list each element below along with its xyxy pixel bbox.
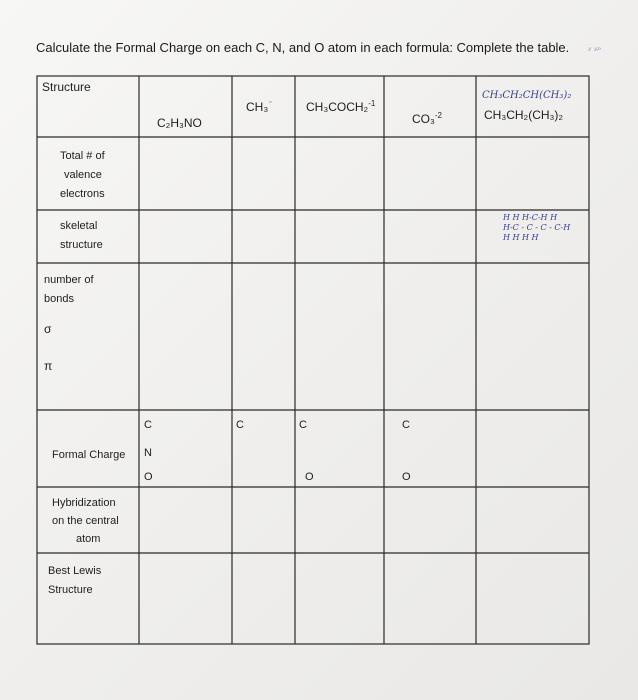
page-title: Calculate the Formal Charge on each C, N, and O atom in each formula: Complete the table. xyxy=(36,40,570,55)
row-formal-charge-label: Formal Charge xyxy=(52,449,126,461)
fc-c2h3no-o: O xyxy=(144,471,153,483)
col-handwritten-formula: CH₃CH₂CH(CH₃)₂ xyxy=(482,90,572,101)
row-sigma-label: σ xyxy=(44,322,52,336)
fc-ch3coch2-c: C xyxy=(299,419,307,431)
col-ch3coch2: CH₃COCH₂$^{-1}$ xyxy=(306,99,376,114)
fc-ch3coch2-o: O xyxy=(305,471,314,483)
structure-header: Structure xyxy=(42,80,91,94)
row-bonds-label: number of bonds xyxy=(44,274,94,305)
row-valence-label: Total # of valence electrons xyxy=(60,150,105,200)
skeletal-sketch: H H H-C-H H H-C - C - C - C-H H H H H xyxy=(503,213,571,242)
corner-scribble: ʸ ʸᵖ xyxy=(588,46,601,56)
col-co3: CO₃$^{-2}$ xyxy=(412,111,443,126)
col-ch3: CH₃⁻ xyxy=(246,99,273,114)
col-ch3ch2ch3: CH₃CH₂(CH₃)₂ xyxy=(484,108,564,122)
row-pi-label: π xyxy=(44,359,53,373)
fc-co3-c: C xyxy=(402,419,410,431)
fc-c2h3no-n: N xyxy=(144,447,152,459)
fc-ch3-c: C xyxy=(236,419,244,431)
col-c2h3no: C₂H₃NO xyxy=(157,116,202,130)
row-hybridization-label: Hybridization on the central atom xyxy=(52,497,119,545)
row-lewis-label: Best Lewis Structure xyxy=(48,565,102,596)
row-skeletal-label: skeletal structure xyxy=(60,220,103,251)
fc-c2h3no-c: C xyxy=(144,419,152,431)
fc-co3-o: O xyxy=(402,471,411,483)
